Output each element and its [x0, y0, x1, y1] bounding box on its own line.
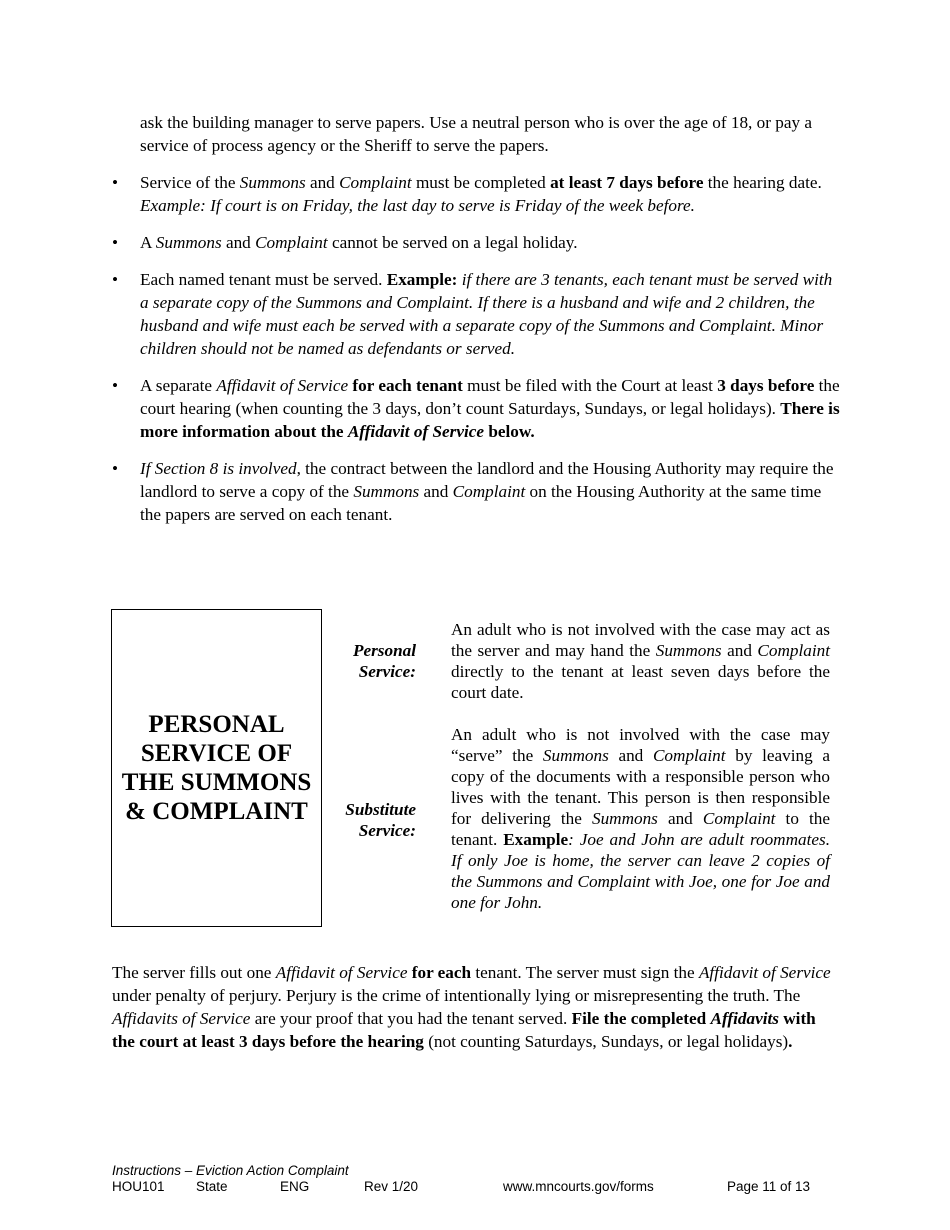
substitute-service-label: Substitute Service: [345, 800, 416, 840]
page-footer [112, 1163, 832, 1195]
list-item: • Each named tenant must be served. Example: if there are 3 tenants, each tenant must be served with a separate copy of the Summons and Complaint. If there is a husband and wife and 2 children, the husband and wife must each be served with a separate copy of the Summons and Complaint. Minor children should not be named as defendants or served. [112, 268, 842, 360]
list-item: • A Summons and Complaint cannot be served on a legal holiday. [112, 231, 842, 254]
personal-service-label: Personal Service: [352, 641, 416, 681]
section-title: PERSONAL SERVICE OF THE SUMMONS & COMPLAINT [121, 711, 312, 825]
form-revision: Rev 1/20 [364, 1179, 419, 1194]
footer-meta [112, 1179, 832, 1195]
affidavit-paragraph: The server fills out one Affidavit of Service for each tenant. The server must sign the Affidavit of Service under penalty of perjury. Perjury is the crime of intentionally lying or misrepresenting the truth. The Affidavits of Service are your proof that you had the tenant served. File the completed Affidavits with the court at least 3 days before the hearing (not counting Saturdays, Sundays, or legal holidays). [112, 963, 831, 1051]
forms-url: www.mncourts.gov/forms [503, 1179, 654, 1194]
list-item: • If Section 8 is involved, the contract between the landlord and the Housing Authority may require the landlord to serve a copy of the Summons and Complaint on the Housing Authority at the same time the papers are served on each tenant. [112, 457, 842, 526]
footer-title: Instructions – Eviction Action Complaint [112, 1163, 349, 1178]
list-item: • A separate Affidavit of Service for each tenant must be filed with the Court at least 3 days before the court hearing (when counting the 3 days, don’t count Saturdays, Sundays, or legal holidays). There is more information about the Affidavit of Service below. [112, 374, 842, 443]
page-number: Page 11 of 13 [727, 1179, 811, 1194]
list-item: • Service of the Summons and Complaint must be completed at least 7 days before the hearing date. Example: If court is on Friday, the last day to serve is Friday of the week before. [112, 171, 842, 217]
personal-service-description: An adult who is not involved with the case may act as the server and may hand the Summons and Complaint directly to the tenant at least seven days before the court date. [451, 620, 830, 702]
form-state: State [196, 1179, 228, 1194]
section-title-box [111, 609, 322, 927]
form-code: HOU101 [112, 1179, 165, 1194]
form-language: ENG [280, 1179, 310, 1194]
requirements-list [112, 171, 842, 540]
intro-paragraph: ask the building manager to serve papers. Use a neutral person who is over the age of 18, or pay a service of process agency or the Sheriff to serve the papers. [140, 113, 813, 155]
substitute-service-description: An adult who is not involved with the case may “serve” the Summons and Complaint by leaving a copy of the documents with a responsible person who lives with the tenant. This person is then responsible for delivering the Summons and Complaint to the tenant. Example: Joe and John are adult roommates. If only Joe is home, the server can leave 2 copies of the Summons and Complaint with Joe, one for Joe and one for John. [451, 725, 830, 912]
